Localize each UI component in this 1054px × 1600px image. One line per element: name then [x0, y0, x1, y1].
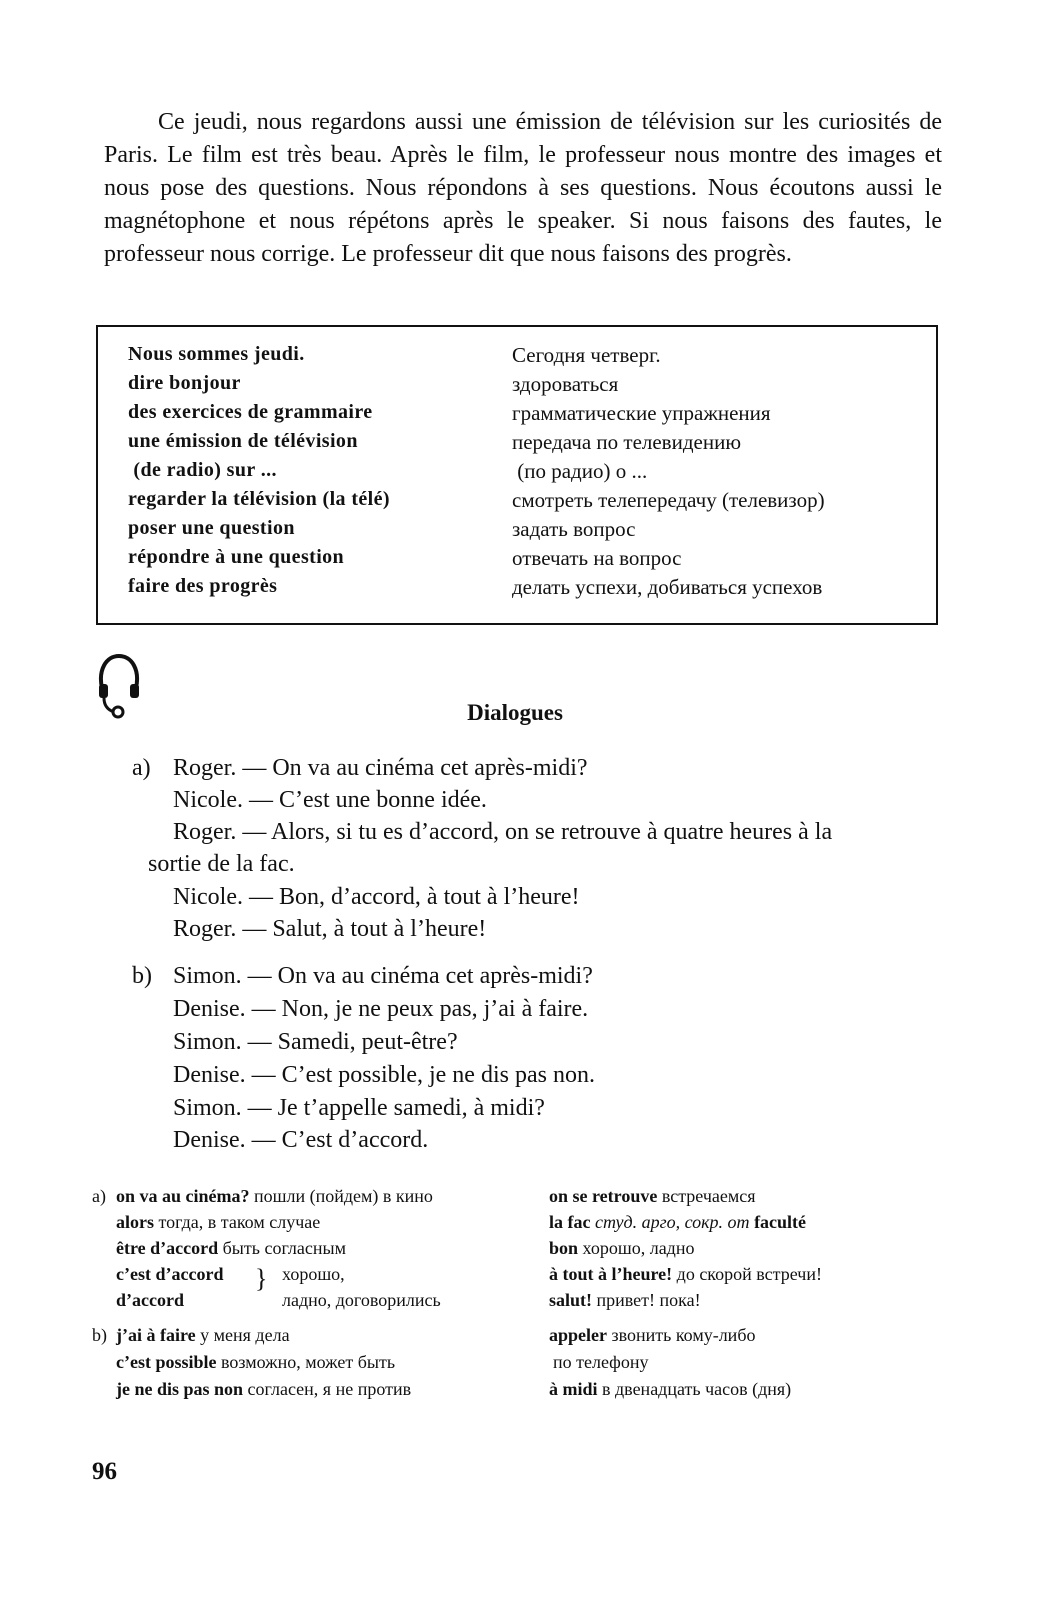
note-term: je ne dis pas non [116, 1379, 244, 1399]
note-gloss: в двенадцать часов (дня) [602, 1379, 792, 1399]
vocab-french: Nous sommes jeudi. [128, 343, 305, 365]
note-term: salut! [549, 1290, 593, 1310]
dialogue-b-marker: b) [132, 963, 152, 989]
notes-b-marker: b) [92, 1325, 107, 1345]
note-term: alors [116, 1212, 154, 1232]
vocab-russian: Сегодня четверг. [512, 343, 661, 367]
note-gloss: звонить кому-либо [611, 1325, 756, 1345]
vocab-russian: передача по телевидению [512, 430, 742, 454]
note-item [549, 1290, 701, 1311]
dialogues-heading: Dialogues [467, 700, 563, 725]
note-term: c’est d’accord [116, 1264, 224, 1284]
vocab-french: répondre à une question [128, 546, 345, 568]
dialogue-line: sortie de la fac. [148, 851, 295, 877]
note-gloss: быть согласным [222, 1238, 346, 1258]
vocab-row [98, 517, 936, 546]
note-item [549, 1212, 806, 1233]
vocab-row [98, 430, 936, 459]
vocab-row [98, 575, 936, 604]
vocab-row [98, 372, 936, 401]
note-gloss: тогда, в таком случае [158, 1212, 321, 1232]
note-item [549, 1379, 791, 1400]
vocab-row [98, 546, 936, 575]
dialogue-a-marker: a) [132, 755, 151, 781]
note-item [549, 1264, 822, 1285]
note-gloss: по телефону [553, 1352, 649, 1372]
vocab-russian: отвечать на вопрос [512, 546, 682, 570]
note-gloss: студ. арго, сокр. от [594, 1212, 750, 1232]
note-gloss: хорошо, ладно [582, 1238, 695, 1258]
vocab-row [98, 343, 936, 372]
vocab-russian: здороваться [512, 372, 619, 396]
vocab-french: une émission de télévision [128, 430, 358, 452]
vocab-russian: грамматические упражнения [512, 401, 771, 425]
note-gloss: до скорой встречи! [676, 1264, 822, 1284]
note-gloss: встречаемся [661, 1186, 756, 1206]
note-item [116, 1325, 290, 1346]
dialogue-line: Denise. — Non, je ne peux pas, j’ai à faire. [173, 996, 589, 1022]
vocab-row [98, 459, 936, 488]
notes-a-marker: a) [92, 1186, 106, 1206]
vocab-french: (de radio) sur ... [128, 459, 277, 481]
vocab-french: des exercices de grammaire [128, 401, 373, 423]
note-item [549, 1325, 755, 1346]
note-item [116, 1238, 346, 1259]
note-item [116, 1379, 411, 1400]
note-term: j’ai à faire [116, 1325, 196, 1345]
intro-paragraph: Ce jeudi, nous regardons aussi une émission de télévision sur les curiosités de Paris. Le film est très beau. Après le film, le professeur nous montre des images et nous pose des questions. Nous répondons à ses questions. Nous écoutons aussi le magnétophone et nous répétons après le speaker. Si nous faisons des fautes, le professeur nous corrige. Le professeur dit que nous faisons des progrès. [104, 109, 942, 267]
dialogue-line: Denise. — C’est d’accord. [173, 1127, 429, 1153]
note-term: à midi [549, 1379, 598, 1399]
brace-icon: } [255, 1264, 268, 1293]
note-item [116, 1186, 433, 1207]
note-item [549, 1186, 756, 1207]
vocab-russian: (по радио) о ... [512, 459, 648, 483]
note-term: appeler [549, 1325, 607, 1345]
note-gloss: ладно, договорились [282, 1290, 441, 1310]
vocab-french: dire bonjour [128, 372, 241, 394]
note-term: être d’accord [116, 1238, 219, 1258]
note-term: faculté [754, 1212, 807, 1232]
dialogue-line: Nicole. — C’est une bonne idée. [173, 787, 487, 813]
vocab-russian: делать успехи, добиваться успехов [512, 575, 823, 599]
vocab-french: faire des progrès [128, 575, 278, 597]
vocabulary-box [96, 325, 938, 625]
note-term: bon [549, 1238, 579, 1258]
dialogue-line: Simon. — Samedi, peut-être? [173, 1029, 458, 1055]
vocab-row [98, 401, 936, 430]
note-item [549, 1238, 694, 1259]
note-item [116, 1212, 320, 1233]
dialogue-line: Roger. — On va au cinéma cet après-midi? [173, 755, 588, 781]
note-gloss: согласен, я не против [247, 1379, 412, 1399]
vocab-russian: смотреть телепередачу (телевизор) [512, 488, 825, 512]
vocab-row [98, 488, 936, 517]
page-number: 96 [92, 1458, 117, 1485]
vocab-french: poser une question [128, 517, 295, 539]
dialogue-line: Simon. — Je t’appelle samedi, à midi? [173, 1095, 545, 1121]
vocab-french: regarder la télévision (la télé) [128, 488, 390, 510]
dialogue-line: Denise. — C’est possible, je ne dis pas non. [173, 1062, 595, 1088]
note-gloss: привет! пока! [596, 1290, 701, 1310]
note-gloss: у меня дела [200, 1325, 290, 1345]
note-term: on va au cinéma? [116, 1186, 250, 1206]
note-item [116, 1352, 395, 1373]
note-gloss: возможно, может быть [221, 1352, 396, 1372]
dialogue-line: Simon. — On va au cinéma cet après-midi? [173, 963, 593, 989]
note-term: on se retrouve [549, 1186, 658, 1206]
note-gloss: пошли (пойдем) в кино [254, 1186, 433, 1206]
note-term: d’accord [116, 1290, 184, 1310]
note-gloss: хорошо, [282, 1264, 345, 1284]
dialogue-line: Roger. — Salut, à tout à l’heure! [173, 916, 487, 942]
vocab-russian: задать вопрос [512, 517, 636, 541]
dialogue-line: Roger. — Alors, si tu es d’accord, on se retrouve à quatre heures à la [173, 819, 833, 845]
note-term: à tout à l’heure! [549, 1264, 673, 1284]
dialogue-line: Nicole. — Bon, d’accord, à tout à l’heure! [173, 884, 580, 910]
note-term: la fac [549, 1212, 591, 1232]
note-term: c’est possible [116, 1352, 217, 1372]
